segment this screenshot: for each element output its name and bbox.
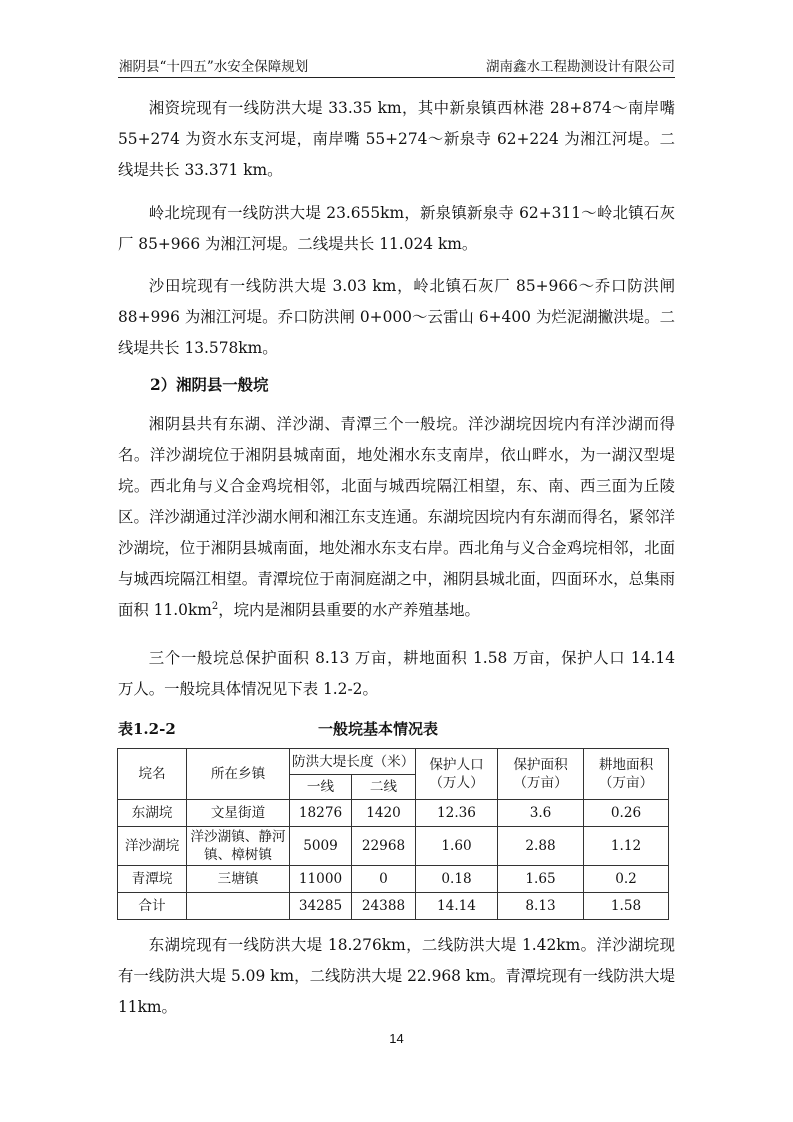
cell-protected-area: 2.88 <box>498 827 584 866</box>
paragraph-xiangzi-levee: 湘资垸现有一线防洪大堤 33.35 km，其中新泉镇西林港 28+874～南岸嘴 55+274 为资水东支河堤，南岸嘴 55+274～新泉寺 62+224 为湘江河堤。二线堤共长 33.371 km。 <box>118 99 675 179</box>
cell-line1: 5009 <box>290 827 352 866</box>
cell-population: 0.18 <box>416 866 498 893</box>
cell-protected-area: 8.13 <box>498 893 584 920</box>
cell-farmland: 0.2 <box>584 866 669 893</box>
superscript-squared: 2 <box>211 600 219 612</box>
cell-name: 青潭垸 <box>118 866 187 893</box>
paragraph-general-polders <box>118 409 675 626</box>
table-row <box>118 800 669 827</box>
header-line2: 二线 <box>352 775 416 800</box>
table-caption-title: 一般垸基本情况表 <box>318 720 439 738</box>
paragraph-summary: 三个一般垸总保护面积 8.13 万亩，耕地面积 1.58 万亩，保护人口 14.14 万人。一般垸具体情况见下表 1.2-2。 <box>118 649 675 698</box>
cell-township: 三塘镇 <box>187 866 290 893</box>
paragraph-general-polders-tail: ，垸内是湘阴县重要的水产养殖基地。 <box>218 601 480 619</box>
polder-info-table <box>117 748 669 920</box>
header-levee-length: 防洪大堤长度（米） <box>290 749 416 775</box>
cell-line2: 0 <box>352 866 416 893</box>
cell-line1: 34285 <box>290 893 352 920</box>
header-farmland: 耕地面积（万亩） <box>584 749 669 800</box>
page-number: 14 <box>389 1031 404 1046</box>
cell-name: 东湖垸 <box>118 800 187 827</box>
cell-population: 12.36 <box>416 800 498 827</box>
cell-population: 1.60 <box>416 827 498 866</box>
cell-township: 文星街道 <box>187 800 290 827</box>
cell-line2: 22968 <box>352 827 416 866</box>
paragraph-levee-details: 东湖垸现有一线防洪大堤 18.276km，二线防洪大堤 1.42km。洋沙湖垸现有一线防洪大堤 5.09 km，二线防洪大堤 22.968 km。青潭垸现有一线防洪大堤 11km。 <box>118 936 675 1016</box>
cell-protected-area: 1.65 <box>498 866 584 893</box>
cell-line2: 24388 <box>352 893 416 920</box>
cell-line2: 1420 <box>352 800 416 827</box>
cell-township <box>187 893 290 920</box>
cell-farmland: 0.26 <box>584 800 669 827</box>
table-caption-number: 表1.2-2 <box>118 720 176 738</box>
header-document-title: 湘阴县“十四五”水安全保障规划 <box>119 59 309 75</box>
cell-population: 14.14 <box>416 893 498 920</box>
header-company-name: 湖南鑫水工程勘测设计有限公司 <box>486 59 675 75</box>
header-population: 保护人口（万人） <box>416 749 498 800</box>
cell-farmland: 1.12 <box>584 827 669 866</box>
cell-name: 合计 <box>118 893 187 920</box>
page-header <box>118 53 675 78</box>
cell-township: 洋沙湖镇、静河镇、樟树镇 <box>187 827 290 866</box>
table-total-row <box>118 893 669 920</box>
paragraph-general-polders-text: 湘阴县共有东湖、洋沙湖、青潭三个一般垸。洋沙湖垸因垸内有洋沙湖而得名。洋沙湖垸位于湘阴县城南面，地处湘水东支南岸，依山畔水，为一湖汉型堤垸。西北角与义合金鸡垸相邻，北面与城西垸隔江相望，东、南、西三面为丘陵区。洋沙湖通过洋沙湖水闸和湘江东支连通。东湖垸因垸内有东湖而得名，紧邻洋沙湖垸，位于湘阴县城南面，地处湘水东支右岸。西北角与义合金鸡垸相邻，北面与城西垸隔江相望。青潭垸位于南洞庭湖之中，湘阴县城北面，四面环水，总集雨面积 11.0km <box>118 415 675 619</box>
header-name: 垸名 <box>118 749 187 800</box>
paragraph-shatian-levee: 沙田垸现有一线防洪大堤 3.03 km，岭北镇石灰厂 85+966～乔口防洪闸 88+996 为湘江河堤。乔口防洪闸 0+000～云雷山 6+400 为烂泥湖撇洪堤。二线堤共长 13.578km。 <box>118 277 675 357</box>
header-township: 所在乡镇 <box>187 749 290 800</box>
section-heading: 2）湘阴县一般垸 <box>150 376 269 394</box>
paragraph-lingbei-levee: 岭北垸现有一线防洪大堤 23.655km，新泉镇新泉寺 62+311～岭北镇石灰厂 85+966 为湘江河堤。二线堤共长 11.024 km。 <box>118 204 675 253</box>
table-row <box>118 827 669 866</box>
header-line1: 一线 <box>290 775 352 800</box>
table-caption <box>118 718 675 740</box>
table-row <box>118 866 669 893</box>
header-protected-area: 保护面积（万亩） <box>498 749 584 800</box>
cell-farmland: 1.58 <box>584 893 669 920</box>
cell-line1: 11000 <box>290 866 352 893</box>
cell-name: 洋沙湖垸 <box>118 827 187 866</box>
cell-line1: 18276 <box>290 800 352 827</box>
table-header-row <box>118 749 669 775</box>
cell-protected-area: 3.6 <box>498 800 584 827</box>
